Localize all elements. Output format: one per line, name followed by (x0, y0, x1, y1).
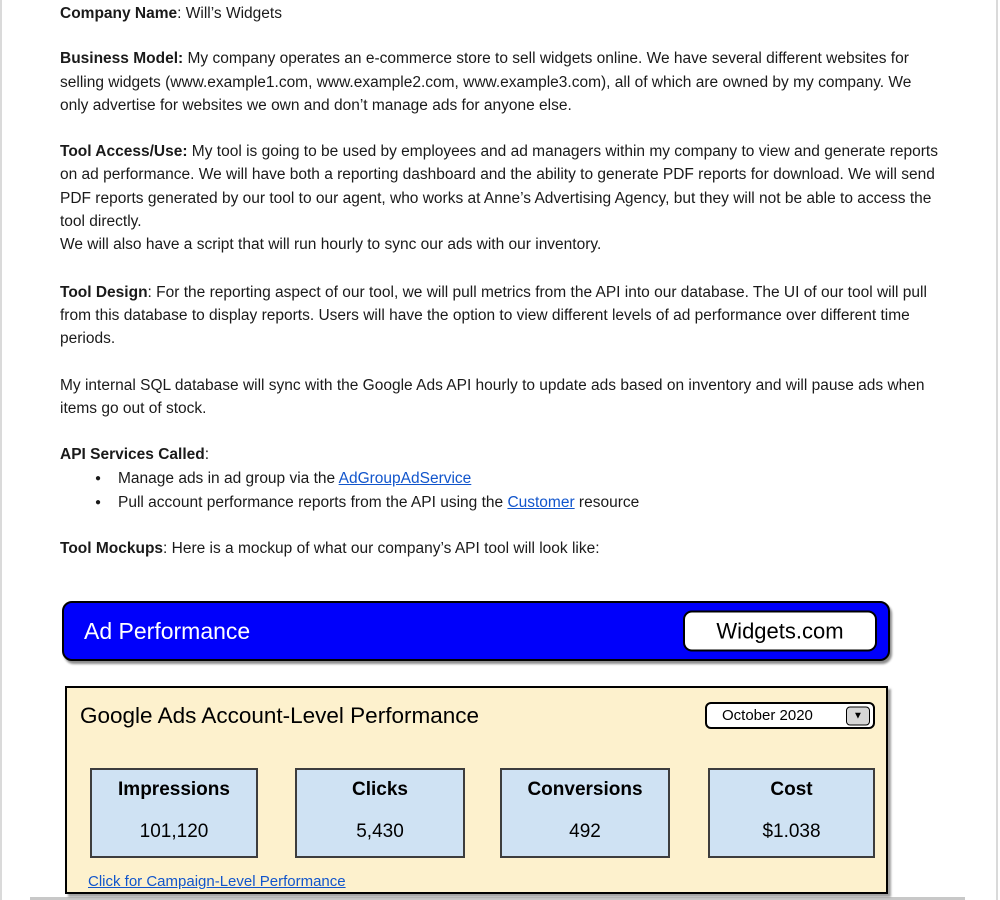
paragraph-tool-design (60, 281, 944, 351)
metric-card-clicks (295, 768, 465, 858)
list-item (60, 467, 944, 490)
metric-label: Clicks (352, 779, 408, 800)
metric-label: Cost (770, 779, 813, 800)
tool-mockups-label: Tool Mockups (60, 540, 164, 558)
panel-title: Google Ads Account-Level Performance (80, 703, 479, 728)
tool-access-line2: We will also have a script that will run hourly to sync our ads with our inventory. (60, 236, 602, 254)
metric-card-impressions (90, 768, 258, 858)
api-services-list (60, 467, 944, 514)
business-model-text: My company operates an e-commerce store to sell widgets online. We have several different websites for selling widgets (www.example1.com, www.example2.com, www.example3.com), all of which are owned by my company. We only advertise for websites we own and don’t manage ads for anyone else. (60, 50, 912, 114)
mockup-header-bar (62, 601, 890, 661)
api-services-label: API Services Called (60, 446, 205, 464)
paragraph-tool-mockups (60, 537, 944, 560)
sql-note-text: My internal SQL database will sync with the Google Ads API hourly to update ads based on inventory and will pause ads when items go out of stock. (60, 376, 925, 417)
metric-value: 101,120 (139, 821, 209, 842)
customer-link[interactable]: Customer (507, 493, 575, 511)
tool-access-label: Tool Access/Use: (60, 143, 188, 161)
paragraph-tool-access (60, 140, 944, 256)
metric-value: 492 (569, 821, 601, 842)
tool-design-text: : For the reporting aspect of our tool, we will pull metrics from the API into our database. The UI of our tool will pull from this database to display reports. Users will have the option to view different levels of ad performance over different time periods. (60, 283, 927, 348)
company-name-value: : Will’s Widgets (177, 5, 282, 22)
list-item (60, 491, 944, 514)
paragraph-business-model (60, 47, 944, 117)
company-name-label: Company Name (60, 5, 178, 22)
paragraph-api-services-heading (60, 443, 944, 466)
month-dropdown[interactable] (705, 702, 875, 729)
chevron-down-icon: ▼ (853, 710, 863, 721)
paragraph-sql-note (60, 374, 944, 421)
api-services-colon: : (204, 446, 210, 464)
campaign-level-performance-link[interactable]: Click for Campaign-Level Performance (88, 873, 346, 890)
dropdown-arrow-button[interactable] (846, 706, 870, 725)
metric-card-cost (708, 768, 875, 858)
bullet-text: Manage ads in ad group via the (118, 470, 339, 488)
metric-card-conversions (500, 768, 670, 858)
mockup-dashboard-panel (65, 686, 888, 894)
tool-mockups-text: : Here is a mockup of what our company’s API tool will look like: (163, 540, 600, 558)
metric-value: $1.038 (762, 821, 821, 842)
bullet-text: resource (574, 493, 640, 511)
tool-design-label: Tool Design (60, 283, 148, 301)
metric-label: Impressions (118, 779, 230, 800)
mockup-app-title: Ad Performance (84, 617, 251, 644)
widgets-com-button[interactable]: Widgets.com (683, 611, 877, 652)
paragraph-company-name (60, 2, 944, 25)
adgroupadservice-link[interactable]: AdGroupAdService (338, 470, 472, 488)
month-dropdown-value: October 2020 (722, 707, 813, 724)
business-model-label: Business Model: (60, 50, 184, 68)
metric-label: Conversions (527, 779, 643, 800)
document-body (0, 2, 1000, 560)
bullet-text: Pull account performance reports from the API using the (118, 493, 508, 511)
metric-value: 5,430 (356, 821, 404, 842)
tool-access-text: My tool is going to be used by employees and ad managers within my company to view and generate reports on ad performance. We will have both a reporting dashboard and the ability to generate PDF reports for download. We will send PDF reports generated by our tool to our agent, who works at Anne’s Advertising Agency, but they will not be able to access the tool directly. (60, 143, 938, 231)
